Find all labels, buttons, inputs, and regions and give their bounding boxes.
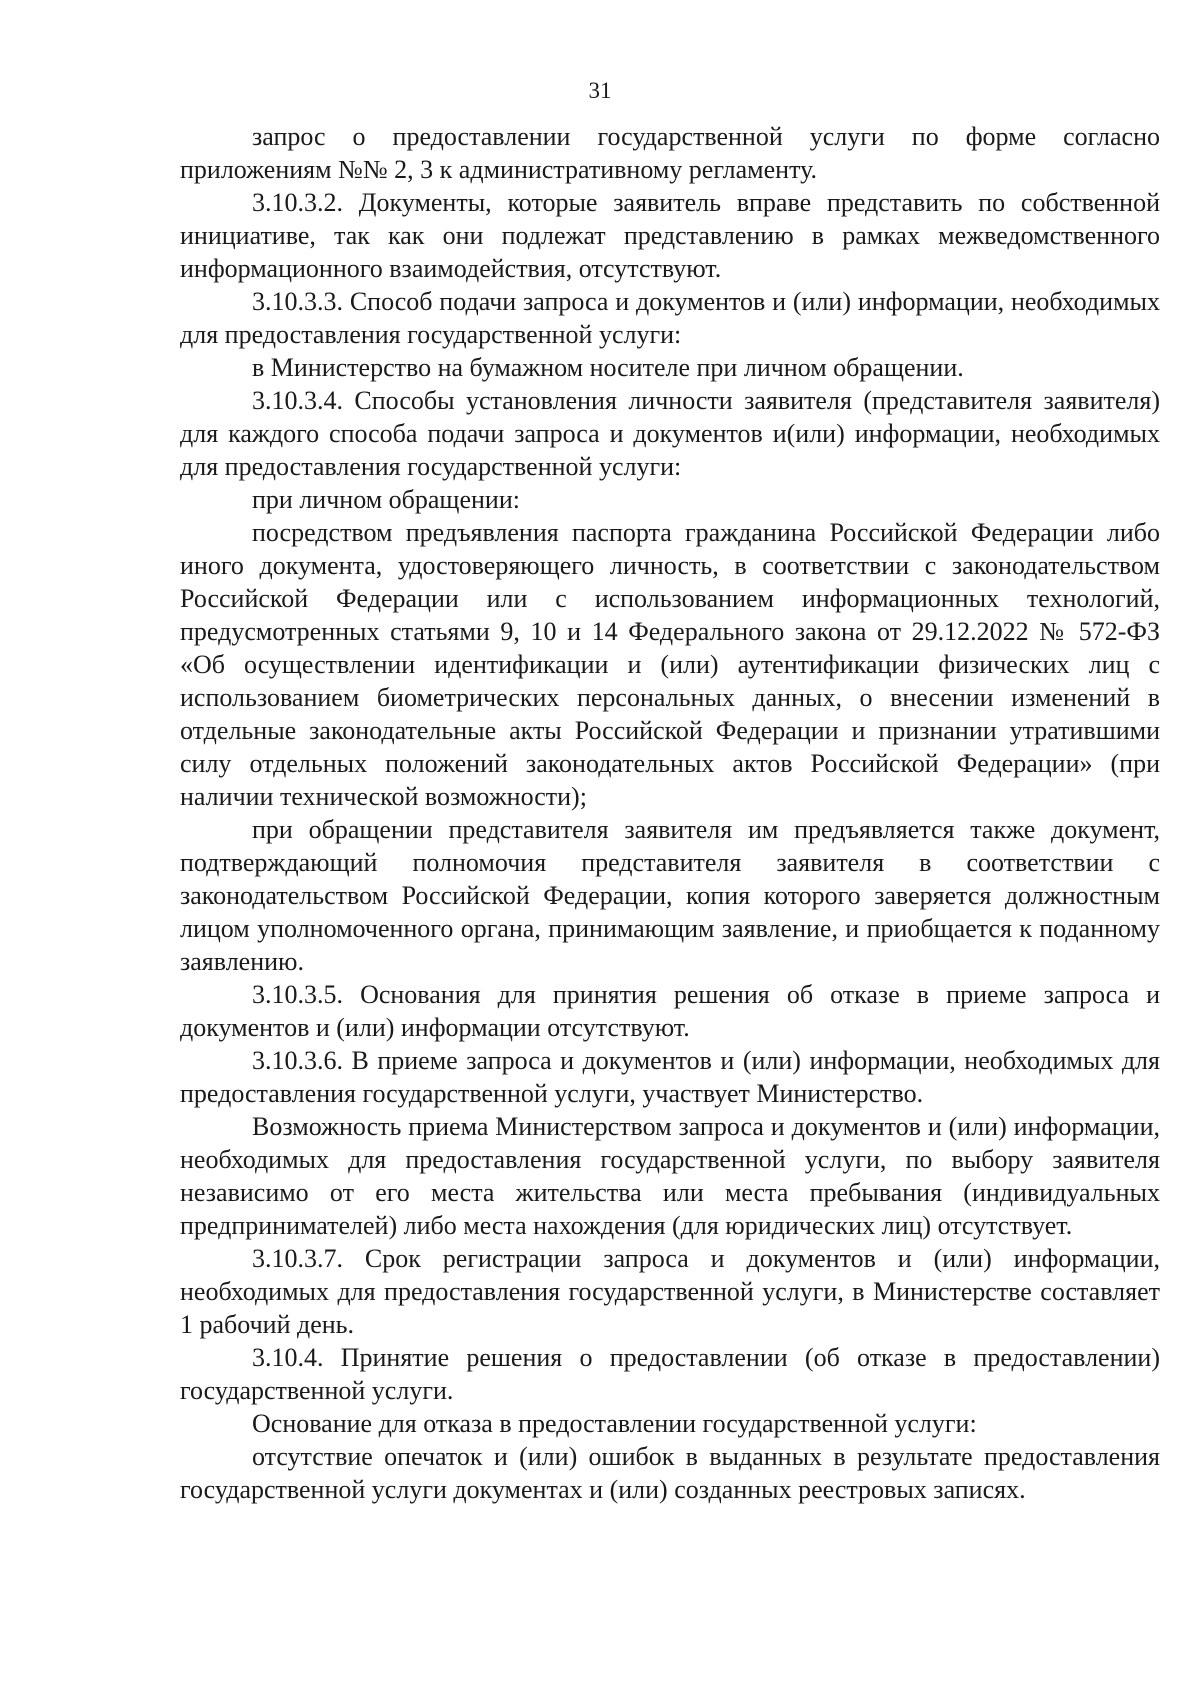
paragraph-3-10-3-3: 3.10.3.3. Способ подачи запроса и документов и (или) информации, необходимых для предоставления государственной услуги:: [180, 287, 1160, 349]
page-number: 31: [588, 78, 612, 103]
paragraph-personal-visit: при личном обращении:: [252, 485, 520, 514]
paragraph-reception-possibility: Возможность приема Министерством запроса и документов и (или) информации, необходимых для предоставления государственной услуги, по выбору заявителя независимо от его места жительства или места пребывания (индивидуальных предпринимателей) либо места нахождения (для юридических лиц) отсутствует.: [180, 1112, 1160, 1240]
paragraph-representative: при обращении представителя заявителя им предъявляется также документ, подтверждающий полномочия представителя заявителя в соответствии с законодательством Российской Федерации, копия которого заверяется должностным лицом уполномоченного органа, принимающим заявление, и приобщается к поданному заявлению.: [180, 815, 1160, 976]
document-body: [180, 120, 1160, 1506]
paragraph-identity-documents: посредством предъявления паспорта гражданина Российской Федерации либо иного документа, удостоверяющего личность, в соответствии с законодательством Российской Федерации или с использованием информационных технологий, предусмотренных статьями 9, 10 и 14 Федерального закона от 29.12.2022 № 572-ФЗ «Об осуществлении идентификации и (или) аутентификации физических лиц с использованием биометрических персональных данных, о внесении изменений в отдельные законодательные акты Российской Федерации и признании утратившими силу отдельных положений законодательных актов Российской Федерации» (при наличии технической возможности);: [180, 518, 1160, 811]
paragraph-no-errors: отсутствие опечаток и (или) ошибок в выданных в результате предоставления государственной услуги документах и (или) созданных реестровых записях.: [180, 1442, 1160, 1504]
paragraph-3-10-4: 3.10.4. Принятие решения о предоставлении (об отказе в предоставлении) государственной услуги.: [180, 1343, 1160, 1405]
paragraph-3-10-3-6: 3.10.3.6. В приеме запроса и документов и (или) информации, необходимых для предоставления государственной услуги, участвует Министерство.: [180, 1046, 1160, 1108]
paragraph-3-10-3-5: 3.10.3.5. Основания для принятия решения об отказе в приеме запроса и документов и (или) информации отсутствуют.: [180, 980, 1160, 1042]
paragraph-3-10-3-4: 3.10.3.4. Способы установления личности заявителя (представителя заявителя) для каждого способа подачи запроса и документов и(или) информации, необходимых для предоставления государственной услуги:: [180, 386, 1160, 481]
paragraph-submission-method: в Министерство на бумажном носителе при личном обращении.: [252, 353, 964, 382]
paragraph-3-10-3-2: 3.10.3.2. Документы, которые заявитель вправе представить по собственной инициативе, так как они подлежат представлению в рамках межведомственного информационного взаимодействия, отсутствуют.: [180, 188, 1160, 283]
paragraph-refusal-basis: Основание для отказа в предоставлении государственной услуги:: [252, 1409, 977, 1438]
paragraph-request-form: запрос о предоставлении государственной услуги по форме согласно приложениям №№ 2, 3 к административному регламенту.: [180, 122, 1160, 184]
paragraph-3-10-3-7: 3.10.3.7. Срок регистрации запроса и документов и (или) информации, необходимых для предоставления государственной услуги, в Министерстве составляет 1 рабочий день.: [180, 1244, 1160, 1339]
